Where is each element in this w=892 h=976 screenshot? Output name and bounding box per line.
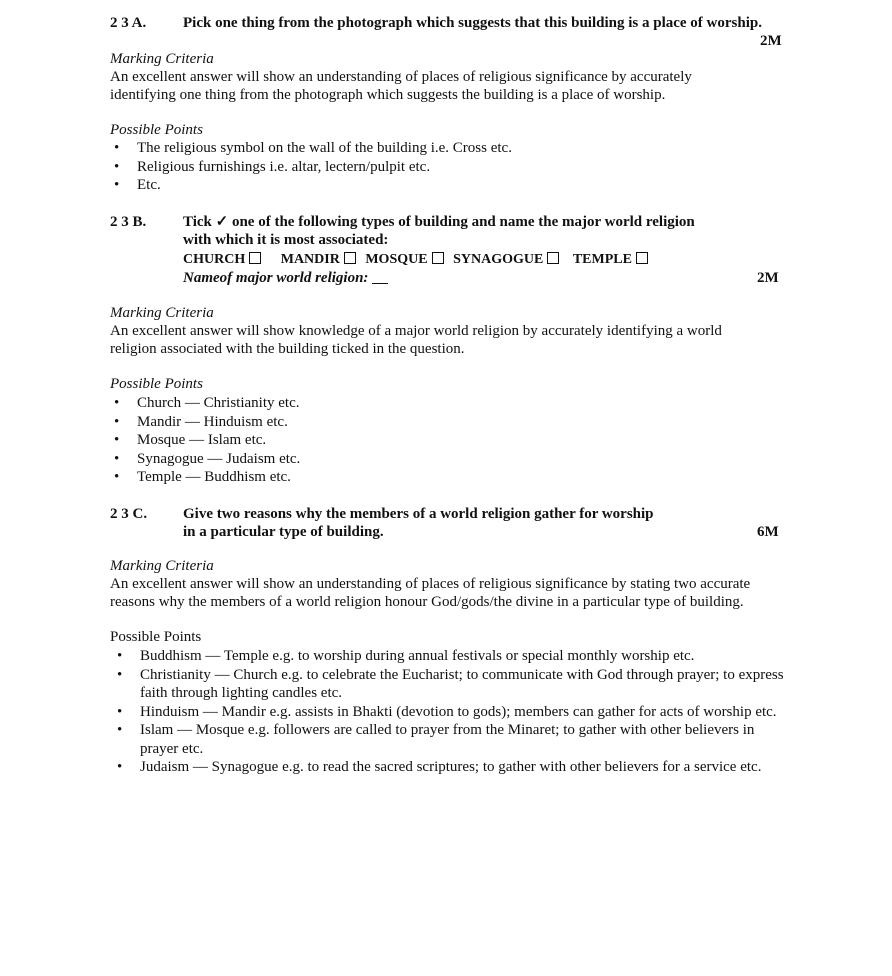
building-options <box>183 251 654 270</box>
criteria-heading-23c: Marking Criteria <box>110 558 214 574</box>
list-item: • Temple — Buddhism etc. <box>114 469 291 485</box>
option-mandir: MANDIR <box>281 252 356 267</box>
marks-23c: 6M <box>757 524 779 540</box>
points-heading-23a: Possible Points <box>110 122 203 138</box>
criteria-line1-23c: An excellent answer will show an understanding of places of religious significance by stating two accurate <box>110 576 751 592</box>
criteria-heading-23a: Marking Criteria <box>110 51 214 67</box>
list-item: • Religious furnishings i.e. altar, lectern/pulpit etc. <box>114 158 431 175</box>
question-line2-23c: in a particular type of building. <box>183 524 384 540</box>
option-mosque: MOSQUE <box>365 252 443 267</box>
criteria-line1-23b: An excellent answer will show knowledge of a major world religion by accurately identifying a world <box>110 323 722 339</box>
list-item: • Church — Christianity etc. <box>114 395 300 411</box>
religion-name-label: Nameof major world religion: <box>183 270 369 286</box>
marks-23b: 2M <box>757 270 779 286</box>
points-heading-23b: Possible Points <box>110 376 203 392</box>
question-number-23c: 2 3 C. <box>110 506 148 522</box>
option-church: CHURCH <box>183 252 261 267</box>
list-item: • Synagogue — Judaism etc. <box>114 450 301 467</box>
question-number-23a: 2 3 A. <box>110 15 147 31</box>
criteria-line1-23a: An excellent answer will show an understanding of places of religious significance by accurately <box>110 69 692 85</box>
list-item: • Mandir — Hinduism etc. <box>114 413 288 430</box>
checkbox-mosque[interactable] <box>432 252 444 264</box>
question-text-23a: Pick one thing from the photograph which suggests that this building is a place of worship. <box>183 15 762 31</box>
question-line1-23b: Tick ✓ one of the following types of building and name the major world religion <box>183 214 695 230</box>
list-item: • Mosque — Islam etc. <box>114 432 267 448</box>
question-line1-23c: Give two reasons why the members of a world religion gather for worship <box>183 506 654 522</box>
points-heading-23c: Possible Points <box>110 629 202 645</box>
points-list-23c <box>113 647 793 777</box>
criteria-line2-23c: reasons why the members of a world religion honour God/gods/the divine in a particular type of building. <box>110 594 744 610</box>
checkbox-temple[interactable] <box>636 252 648 264</box>
option-synagogue: SYNAGOGUE <box>453 252 559 267</box>
checkbox-synagogue[interactable] <box>547 252 559 264</box>
list-item: • Buddhism — Temple e.g. to worship during annual festivals or special monthly worship etc. <box>117 648 695 664</box>
checkbox-church[interactable] <box>249 252 261 264</box>
points-list-23a <box>110 139 512 195</box>
points-list-23b <box>110 394 300 487</box>
list-item: • Hinduism — Mandir e.g. assists in Bhakti (devotion to gods); members can gather for acts of worship etc. <box>117 703 777 720</box>
list-item: • Etc. <box>114 177 161 193</box>
religion-name-blank[interactable] <box>372 271 388 284</box>
list-item: • The religious symbol on the wall of the building i.e. Cross etc. <box>114 140 512 156</box>
criteria-heading-23b: Marking Criteria <box>110 305 214 321</box>
list-item: • Islam — Mosque e.g. followers are called to prayer from the Minaret; to gather with other believers in prayer etc. <box>117 722 755 757</box>
religion-name-field <box>183 269 388 288</box>
marks-23a: 2M <box>760 33 782 49</box>
question-line2-23b: with which it is most associated: <box>183 232 389 248</box>
criteria-line2-23a: identifying one thing from the photograph which suggests the building is a place of worship. <box>110 87 666 103</box>
option-temple: TEMPLE <box>573 252 648 267</box>
criteria-line2-23b: religion associated with the building ticked in the question. <box>110 341 465 357</box>
question-number-23b: 2 3 B. <box>110 214 147 230</box>
checkbox-mandir[interactable] <box>344 252 356 264</box>
list-item: • Judaism — Synagogue e.g. to read the sacred scriptures; to gather with other believers for a service etc. <box>117 759 762 775</box>
list-item: • Christianity — Church e.g. to celebrate the Eucharist; to communicate with God through prayer; to express faith through lighting candles etc. <box>117 666 784 701</box>
